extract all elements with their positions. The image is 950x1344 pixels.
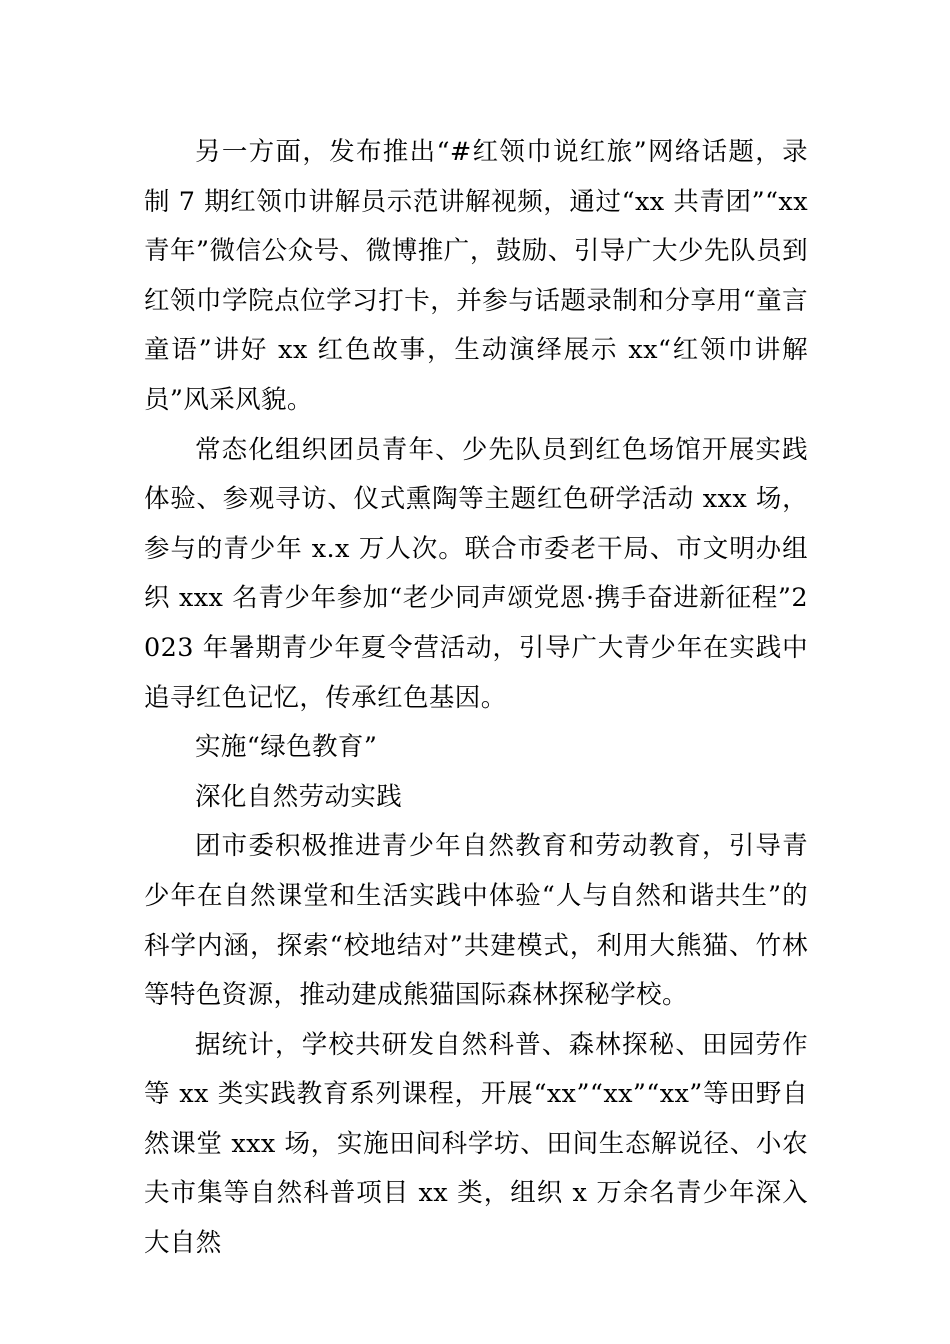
document-page xyxy=(144,128,808,1269)
paragraph-nature-education: 团市委积极推进青少年自然教育和劳动教育，引导青少年在自然课堂和生活实践中体验“人与自然和谐共生”的科学内涵，探索“校地结对”共建模式，利用大熊猫、竹林等特色资源，推动建成熊猫国际森林探秘学校。 xyxy=(144,831,808,1011)
paragraph-red-tour-topic: 另一方面，发布推出“#红领巾说红旅”网络话题，录制 7 期红领巾讲解员示范讲解视频，通过“xx 共青团”“xx 青年”微信公众号、微博推广，鼓励、引导广大少先队员到红领巾学院点位学习打卡，并参与话题录制和分享用“童言童语”讲好 xx 红色故事，生动演绎展示 xx“红领巾讲解员”风采风貌。 xyxy=(144,137,808,415)
subheading-nature-labor-practice: 深化自然劳动实践 xyxy=(195,781,403,812)
paragraph-statistics: 据统计，学校共研发自然科普、森林探秘、田园劳作等 xx 类实践教育系列课程，开展“xx”“xx”“xx”等田野自然课堂 xxx 场，实施田间科学坊、田间生态解说径、小农夫市集等自然科普项目 xx 类，组织 x 万余名青少年深入大自然 xyxy=(144,1029,808,1259)
section-heading-green-education: 实施“绿色教育” xyxy=(195,732,378,763)
paragraph-red-study-activities: 常态化组织团员青年、少先队员到红色场馆开展实践体验、参观寻访、仪式熏陶等主题红色研学活动 xxx 场，参与的青少年 x.x 万人次。联合市委老干局、市文明办组织 xxx 名青少年参加“老少同声颂党恩·携手奋进新征程”2023 年暑期青少年夏令营活动，引导广大青少年在实践中追寻红色记忆，传承红色基因。 xyxy=(144,434,808,713)
